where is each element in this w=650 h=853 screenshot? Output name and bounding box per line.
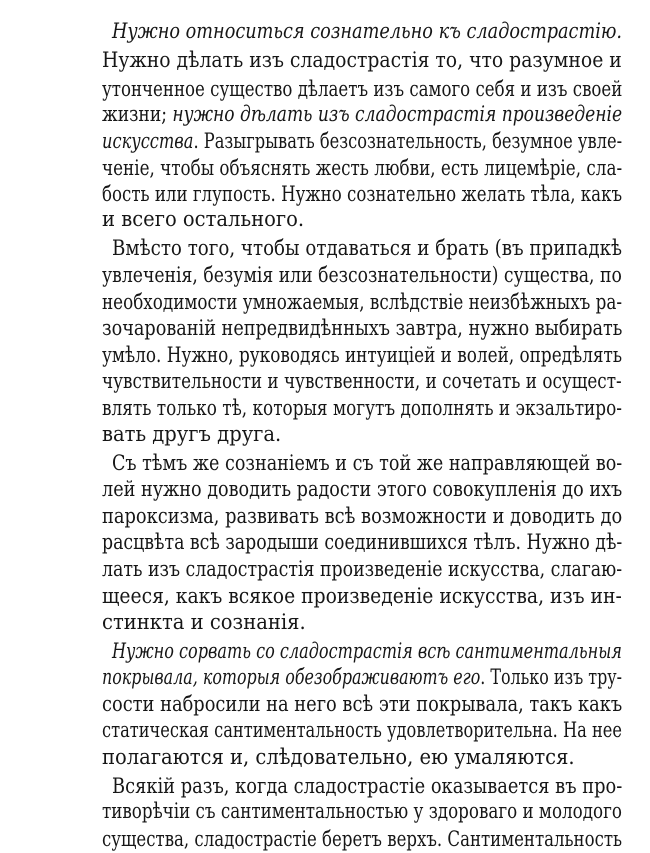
text-line xyxy=(112,18,622,44)
text-segment: влять только тѣ, которыя могутъ дополнять и экзальтиро- xyxy=(102,396,622,420)
text-line xyxy=(102,342,622,368)
text-line xyxy=(102,262,622,288)
text-line xyxy=(102,181,622,207)
text-segment: Всякій разъ, когда сладострастіе оказывается въ про- xyxy=(112,774,623,798)
text-line xyxy=(102,421,281,447)
text-segment: полагаются и, слѣдовательно, ею умаляются. xyxy=(102,745,575,769)
text-segment: расцвѣта всѣ зародыши соединившихся тѣлъ. Нужно дѣ- xyxy=(102,530,623,554)
text-line xyxy=(102,101,622,127)
text-line xyxy=(102,529,622,555)
text-line xyxy=(102,609,306,635)
text-line xyxy=(102,289,622,315)
text-line xyxy=(102,826,622,852)
text-line xyxy=(102,556,622,582)
text-segment: умѣло. Нужно, руководясь интуиціей и волей, опредѣлять xyxy=(102,343,623,367)
text-line xyxy=(102,744,575,770)
text-line xyxy=(102,503,622,529)
text-segment: Съ тѣмъ же сознаніемъ и съ той же направляющей во- xyxy=(112,451,623,475)
text-segment: чувствительности и чувственности, и сочетать и осущест- xyxy=(102,369,622,393)
text-segment: зочарованій непредвидѣнныхъ завтра, нужно выбирать xyxy=(102,316,623,340)
text-line xyxy=(102,368,622,394)
text-segment: . Только изъ тру- xyxy=(480,665,622,689)
text-line xyxy=(112,450,622,476)
text-segment: пароксизма, развивать всѣ возможности и доводить до xyxy=(102,504,623,528)
italic-text: покрывала, которыя обезображиваютъ его xyxy=(102,665,481,689)
text-segment: щееся, какъ всякое произведеніе искусства, изъ ин- xyxy=(102,584,622,608)
text-line xyxy=(102,315,622,341)
text-line xyxy=(102,47,622,73)
text-line xyxy=(102,155,622,181)
text-segment: стинкта и сознанія. xyxy=(102,610,306,634)
text-segment: бость или глупость. Нужно сознательно желать тѣла, какъ xyxy=(102,182,623,206)
text-line xyxy=(102,206,304,232)
text-segment: Вмѣсто того, чтобы отдаваться и брать (въ припадкѣ xyxy=(112,236,623,260)
italic-text: искусства xyxy=(102,129,194,153)
text-segment: и всего остального. xyxy=(102,207,305,231)
text-segment: необходимости умножаемыя, вслѣдствіе неизбѣжныхъ ра- xyxy=(102,290,623,314)
text-segment: . Разыгрывать безсознательность, безумное увле- xyxy=(193,129,623,153)
text-line xyxy=(102,76,622,102)
text-segment: тиворѣчіи съ сантиментальностью у здороваго и молодого xyxy=(102,799,622,823)
text-segment: статическая сантиментальность удовлетворительна. На нее xyxy=(102,718,622,742)
text-line xyxy=(102,798,622,824)
text-line xyxy=(102,395,622,421)
text-segment: жизни; xyxy=(102,102,173,126)
text-segment: лать изъ сладострастія произведеніе искусства, слагаю- xyxy=(102,557,623,581)
text-line xyxy=(102,717,622,743)
text-segment: ченіе, чтобы объяснять жесть любви, есть лицемѣріе, сла- xyxy=(102,156,623,180)
italic-text: нужно дѣлать изъ сладострастія произведеніе xyxy=(172,102,623,126)
text-segment: лей нужно доводить радости этого совокупленія до ихъ xyxy=(102,477,623,501)
text-segment: существа, сладострастіе беретъ верхъ. Сантиментальность xyxy=(102,827,623,851)
text-line xyxy=(102,476,622,502)
italic-text: Нужно сорвать со сладострастія всѣ сантиментальныя xyxy=(112,639,622,663)
text-segment: утонченное существо дѣлаетъ изъ самого себя и изъ своей xyxy=(102,77,623,101)
text-line xyxy=(112,235,622,261)
text-line xyxy=(102,691,622,717)
text-line xyxy=(112,638,622,664)
text-line xyxy=(112,773,622,799)
text-line xyxy=(102,583,622,609)
italic-text: Нужно относиться сознательно къ сладострастію. xyxy=(112,19,623,43)
text-segment: сости набросили на него всѣ эти покрывала, такъ какъ xyxy=(102,692,623,716)
text-segment: Нужно дѣлать изъ сладострастія то, что разумное и xyxy=(102,48,622,72)
text-line xyxy=(102,128,622,154)
text-line xyxy=(102,664,622,690)
text-segment: увлеченія, безумія или безсознательности) существа, по xyxy=(102,263,622,287)
text-segment: вать другъ друга. xyxy=(102,422,282,446)
